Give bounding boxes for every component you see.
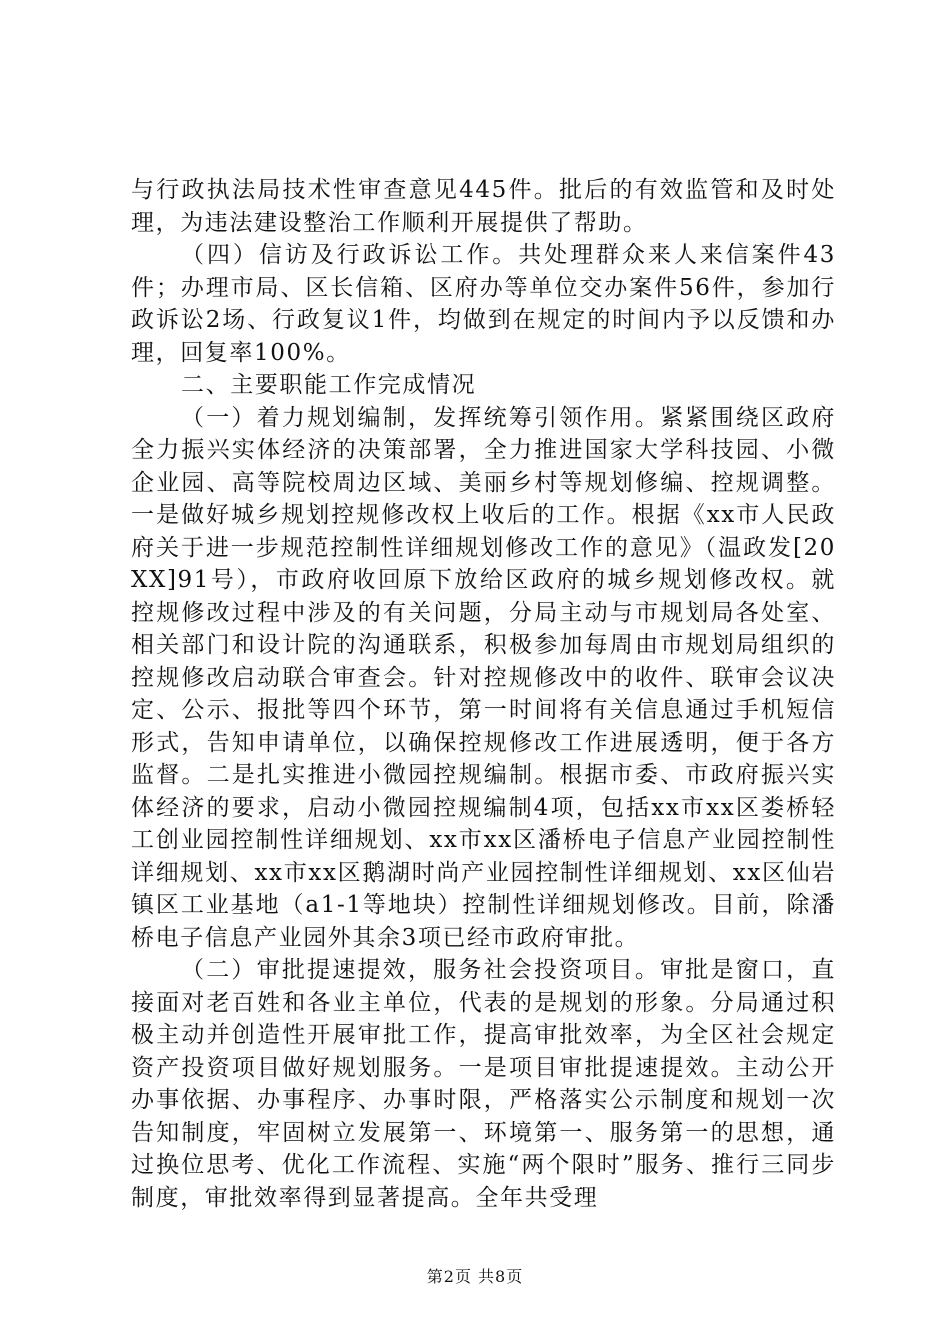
section-heading: 二、主要职能工作完成情况 [181, 372, 477, 398]
page-footer: 第2页 共8页 [426, 1267, 524, 1286]
document-body [131, 174, 836, 1214]
paragraph-4: （二）审批提速提效，服务社会投资项目。审批是窗口，直接面对老百姓和各业主单位，代表的是规划的形象。分局通过积极主动并创造性开展审批工作，提高审批效率，为全区社会规定资产投资项目做好规划服务。一是项目审批提速提效。主动公开办事依据、办事程序、办事时限，严格落实公示制度和规划一次告知制度，牢固树立发展第一、环境第一、服务第一的思想，通过换位思考、优化工作流程、实施“两个限时”服务、推行三同步制度，审批效率得到显著提高。全年共受理 [131, 957, 836, 1211]
paragraph-3: （一）着力规划编制，发挥统筹引领作用。紧紧围绕区政府全力振兴实体经济的决策部署，全力推进国家大学科技园、小微企业园、高等院校周边区域、美丽乡村等规划修编、控规调整。一是做好城乡规划控规修改权上收后的工作。根据《xx市人民政府关于进一步规范控制性详细规划修改工作的意见》（温政发[20XX]91号），市政府收回原下放给区政府的城乡规划修改权。就控规修改过程中涉及的有关问题，分局主动与市规划局各处室、相关部门和设计院的沟通联系，积极参加每周由市规划局组织的控规修改启动联合审查会。针对控规修改中的收件、联审会议决定、公示、报批等四个环节，第一时间将有关信息通过手机短信形式，告知申请单位，以确保控规修改工作进展透明，便于各方监督。二是扎实推进小微园控规编制。根据市委、市政府振兴实体经济的要求，启动小微园控规编制4项，包括xx市xx区娄桥轻工创业园控制性详细规划、xx市xx区潘桥电子信息产业园控制性详细规划、xx市xx区鹅湖时尚产业园控制性详细规划、xx区仙岩镇区工业基地（a1-1等地块）控制性详细规划修改。目前，除潘桥电子信息产业园外其余3项已经市政府审批。 [131, 404, 836, 951]
paragraph-1: 与行政执法局技术性审查意见445件。批后的有效监管和及时处理，为违法建设整治工作顺利开展提供了帮助。 [131, 177, 836, 236]
paragraph-2: （四）信访及行政诉讼工作。共处理群众来人来信案件43件；办理市局、区长信箱、区府办等单位交办案件56件，参加行政诉讼2场、行政复议1件，均做到在规定的时间内予以反馈和办理，回复率100%。 [131, 242, 836, 366]
